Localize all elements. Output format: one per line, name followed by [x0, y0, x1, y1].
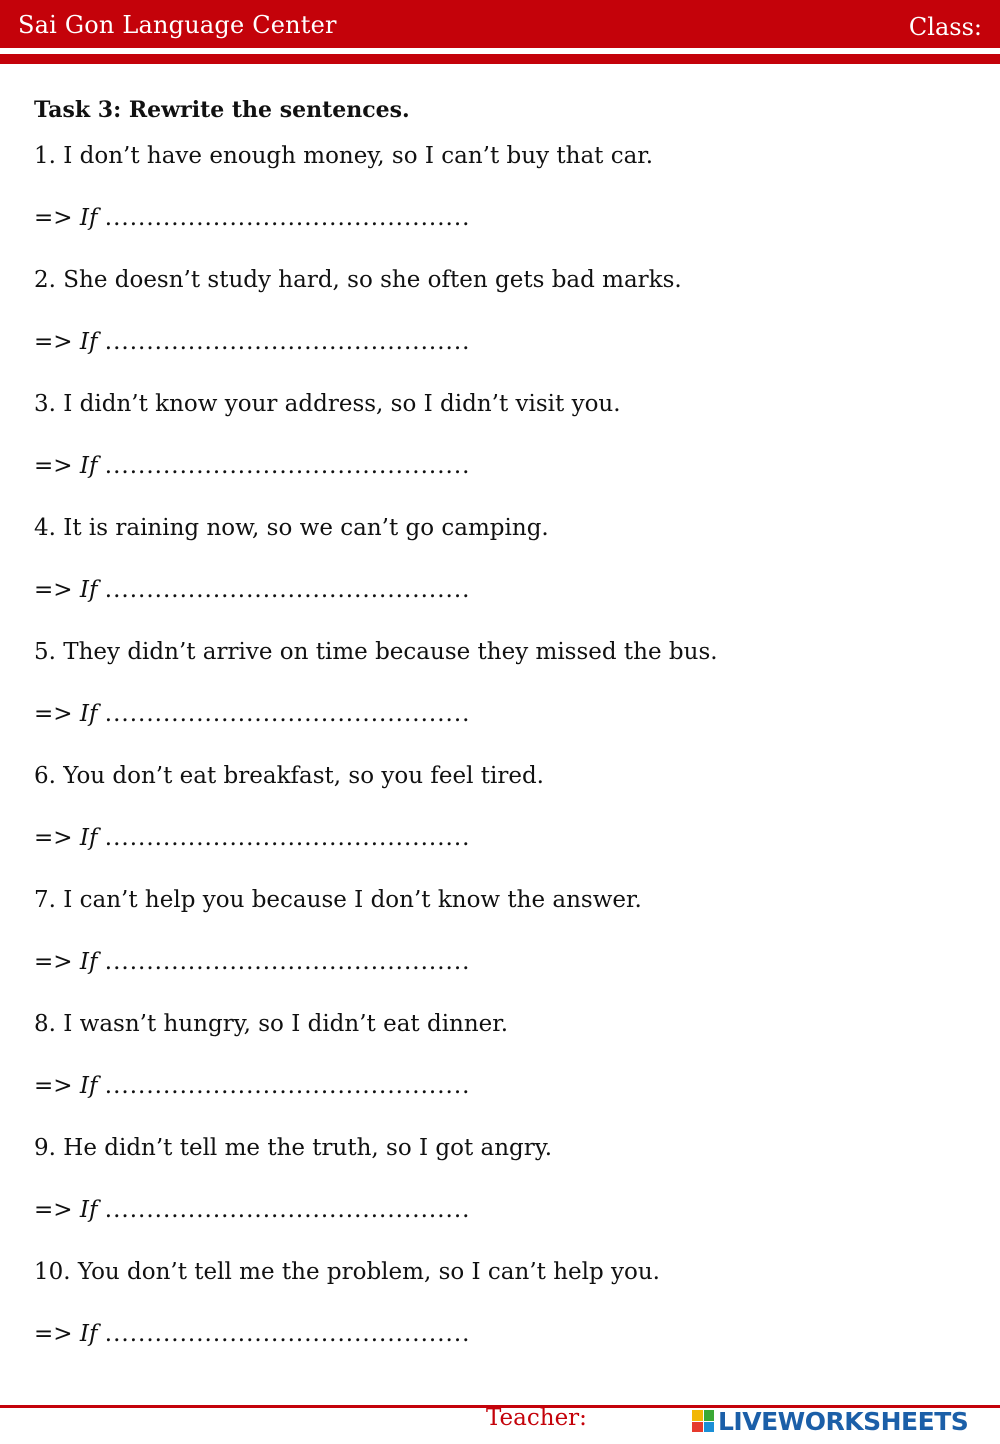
exercise-item	[34, 1122, 974, 1246]
answer-blank[interactable]: ............................................	[104, 453, 471, 479]
answer-line[interactable]	[34, 936, 974, 998]
exercise-item	[34, 502, 974, 626]
if-word: If	[79, 453, 98, 479]
answer-prefix: =>	[34, 949, 73, 975]
answer-blank[interactable]: ............................................	[104, 205, 471, 231]
answer-blank[interactable]: ............................................	[104, 949, 471, 975]
answer-prefix: =>	[34, 1073, 73, 1099]
answer-line[interactable]	[34, 1060, 974, 1122]
if-word: If	[79, 1321, 98, 1347]
if-word: If	[79, 825, 98, 851]
exercise-sentence: 1. I don’t have enough money, so I can’t buy that car.	[34, 143, 654, 169]
exercise-sentence: 4. It is raining now, so we can’t go camping.	[34, 515, 549, 541]
answer-blank[interactable]: ............................................	[104, 825, 471, 851]
exercise-sentence: 2. She doesn’t study hard, so she often gets bad marks.	[34, 267, 682, 293]
exercise-sentence: 3. I didn’t know your address, so I didn’t visit you.	[34, 391, 621, 417]
liveworksheets-brand[interactable]	[692, 1404, 968, 1438]
if-word: If	[79, 701, 98, 727]
exercise-item	[34, 378, 974, 502]
answer-line[interactable]	[34, 440, 974, 502]
brand-text: LIVEWORKSHEETS	[718, 1406, 969, 1436]
answer-line[interactable]	[34, 316, 974, 378]
answer-line[interactable]	[34, 192, 974, 254]
answer-blank[interactable]: ............................................	[104, 701, 471, 727]
answer-line[interactable]	[34, 1308, 974, 1370]
answer-line[interactable]	[34, 688, 974, 750]
if-word: If	[79, 329, 98, 355]
exercise-sentence: 9. He didn’t tell me the truth, so I got angry.	[34, 1135, 553, 1161]
exercise-item	[34, 874, 974, 998]
answer-line[interactable]	[34, 564, 974, 626]
answer-prefix: =>	[34, 1197, 73, 1223]
worksheet-content	[34, 92, 974, 1370]
exercise-item	[34, 998, 974, 1122]
if-word: If	[79, 1073, 98, 1099]
answer-prefix: =>	[34, 453, 73, 479]
answer-prefix: =>	[34, 329, 73, 355]
answer-blank[interactable]: ............................................	[104, 1073, 471, 1099]
center-name: Sai Gon Language Center	[18, 11, 337, 39]
answer-prefix: =>	[34, 577, 73, 603]
answer-prefix: =>	[34, 205, 73, 231]
answer-line[interactable]	[34, 1184, 974, 1246]
exercise-sentence: 7. I can’t help you because I don’t know the answer.	[34, 887, 642, 913]
exercise-list	[34, 130, 974, 1370]
teacher-label: Teacher:	[486, 1405, 587, 1431]
exercise-item	[34, 254, 974, 378]
answer-blank[interactable]: ............................................	[104, 577, 471, 603]
if-word: If	[79, 949, 98, 975]
exercise-sentence: 5. They didn’t arrive on time because they missed the bus.	[34, 639, 718, 665]
if-word: If	[79, 577, 98, 603]
task-title: Task 3: Rewrite the sentences.	[34, 97, 410, 123]
answer-blank[interactable]: ............................................	[104, 1321, 471, 1347]
exercise-item	[34, 626, 974, 750]
if-word: If	[79, 205, 98, 231]
answer-blank[interactable]: ............................................	[104, 1197, 471, 1223]
exercise-item	[34, 1246, 974, 1370]
exercise-sentence: 6. You don’t eat breakfast, so you feel tired.	[34, 763, 544, 789]
exercise-item	[34, 130, 974, 254]
header-divider	[0, 54, 1000, 64]
answer-line[interactable]	[34, 812, 974, 874]
exercise-sentence: 8. I wasn’t hungry, so I didn’t eat dinner.	[34, 1011, 509, 1037]
exercise-sentence: 10. You don’t tell me the problem, so I can’t help you.	[34, 1259, 660, 1285]
liveworksheets-logo-icon	[692, 1410, 714, 1432]
answer-prefix: =>	[34, 825, 73, 851]
exercise-item	[34, 750, 974, 874]
class-label: Class:	[908, 13, 982, 41]
answer-prefix: =>	[34, 1321, 73, 1347]
answer-prefix: =>	[34, 701, 73, 727]
answer-blank[interactable]: ............................................	[104, 329, 471, 355]
if-word: If	[79, 1197, 98, 1223]
